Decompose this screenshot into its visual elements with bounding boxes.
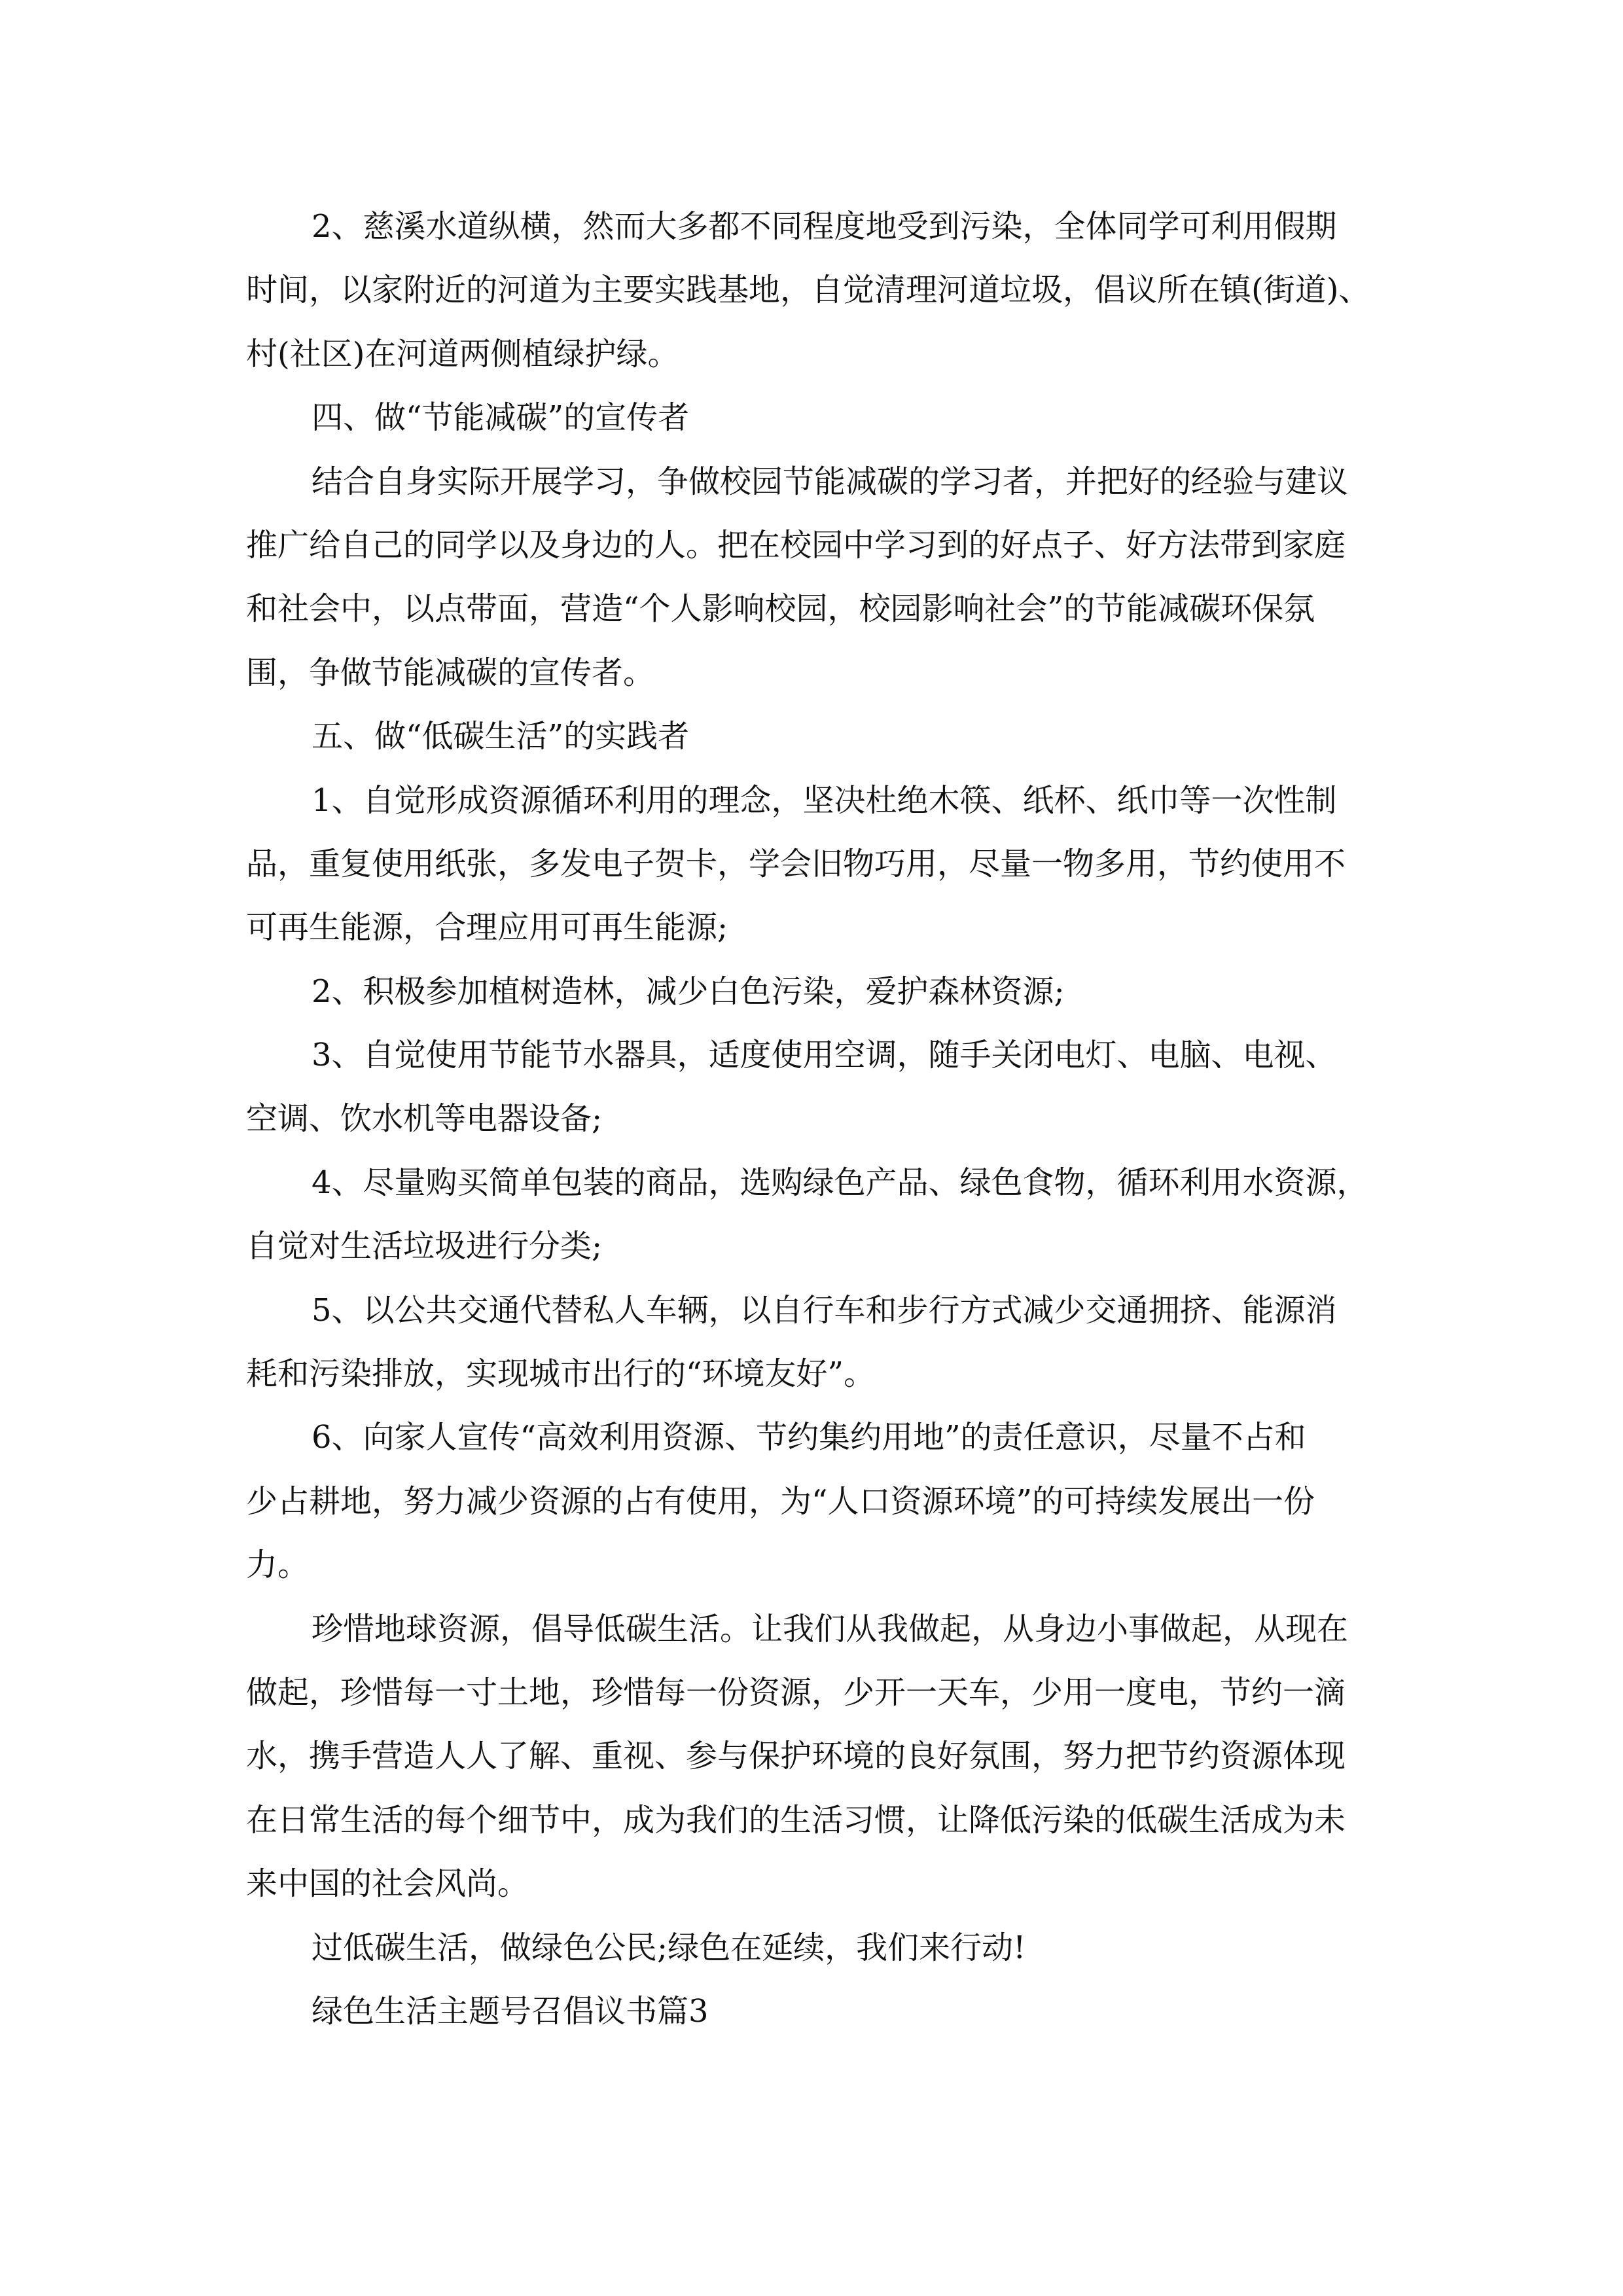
paragraph [246, 960, 1424, 1024]
text-line: 水，携手营造人人了解、重视、参与保护环境的良好氛围，努力把节约资源体现 [246, 1738, 1346, 1775]
paragraph [246, 1151, 1424, 1279]
text-line: 时间，以家附近的河道为主要实践基地，自觉清理河道垃圾，倡议所在镇(街道)、 [246, 272, 1370, 309]
paragraph [246, 705, 1424, 768]
text-line: 1、自觉形成资源循环利用的理念，坚决杜绝木筷、纸杯、纸巾等一次性制 [312, 781, 1337, 819]
paragraph [246, 1406, 1424, 1597]
text-line: 自觉对生活垃圾进行分类; [246, 1228, 603, 1265]
text-line: 力。 [246, 1547, 310, 1584]
text-line: 绿色生活主题号召倡议书篇3 [312, 1992, 709, 2030]
text-line: 推广给自己的同学以及身边的人。把在校园中学习到的好点子、好方法带到家庭 [246, 526, 1346, 564]
text-line: 2、慈溪水道纵横，然而大多都不同程度地受到污染，全体同学可利用假期 [312, 208, 1337, 245]
text-line: 围，争做节能减碳的宣传者。 [246, 654, 655, 691]
text-line: 可再生能源，合理应用可再生能源; [246, 909, 728, 946]
text-line: 过低碳生活，做绿色公民;绿色在延续，我们来行动! [312, 1929, 1026, 1966]
document-body [246, 195, 1424, 2043]
paragraph [246, 1980, 1424, 2043]
paragraph [246, 450, 1424, 706]
text-line: 耗和污染排放，实现城市出行的“环境友好”。 [246, 1355, 876, 1393]
text-line: 五、做“低碳生活”的实践者 [312, 718, 690, 755]
text-line: 在日常生活的每个细节中，成为我们的生活习惯，让降低污染的低碳生活成为未 [246, 1801, 1346, 1839]
text-line: 3、自觉使用节能节水器具，适度使用空调，随手关闭电灯、电脑、电视、 [312, 1037, 1337, 1074]
paragraph [246, 1598, 1424, 1916]
text-line: 4、尽量购买简单包装的商品，选购绿色产品、绿色食物，循环利用水资源， [312, 1164, 1368, 1201]
paragraph [246, 769, 1424, 960]
text-line: 珍惜地球资源，倡导低碳生活。让我们从我做起，从身边小事做起，从现在 [312, 1610, 1349, 1647]
text-line: 品，重复使用纸张，多发电子贺卡，学会旧物巧用，尽量一物多用，节约使用不 [246, 845, 1346, 882]
text-line: 四、做“节能减碳”的宣传者 [312, 399, 690, 437]
text-line: 2、积极参加植树造林，减少白色污染，爱护森林资源; [312, 973, 1065, 1010]
text-line: 6、向家人宣传“高效利用资源、节约集约用地”的责任意识，尽量不占和 [312, 1419, 1306, 1456]
text-line: 来中国的社会风尚。 [246, 1865, 529, 1903]
text-line: 空调、饮水机等电器设备; [246, 1100, 603, 1138]
text-line: 村(社区)在河道两侧植绿护绿。 [246, 335, 679, 372]
paragraph [246, 195, 1424, 386]
text-line: 少占耕地，努力减少资源的占有使用，为“人口资源环境”的可持续发展出一份 [246, 1482, 1315, 1520]
paragraph [246, 1279, 1424, 1407]
text-line: 结合自身实际开展学习，争做校园节能减碳的学习者，并把好的经验与建议 [312, 463, 1349, 500]
text-line: 和社会中，以点带面，营造“个人影响校园，校园影响社会”的节能减碳环保氛 [246, 590, 1315, 628]
paragraph [246, 386, 1424, 450]
text-line: 做起，珍惜每一寸土地，珍惜每一份资源，少开一天车，少用一度电，节约一滴 [246, 1674, 1346, 1711]
paragraph [246, 1024, 1424, 1151]
paragraph [246, 1916, 1424, 1980]
text-line: 5、以公共交通代替私人车辆，以自行车和步行方式减少交通拥挤、能源消 [312, 1291, 1337, 1329]
